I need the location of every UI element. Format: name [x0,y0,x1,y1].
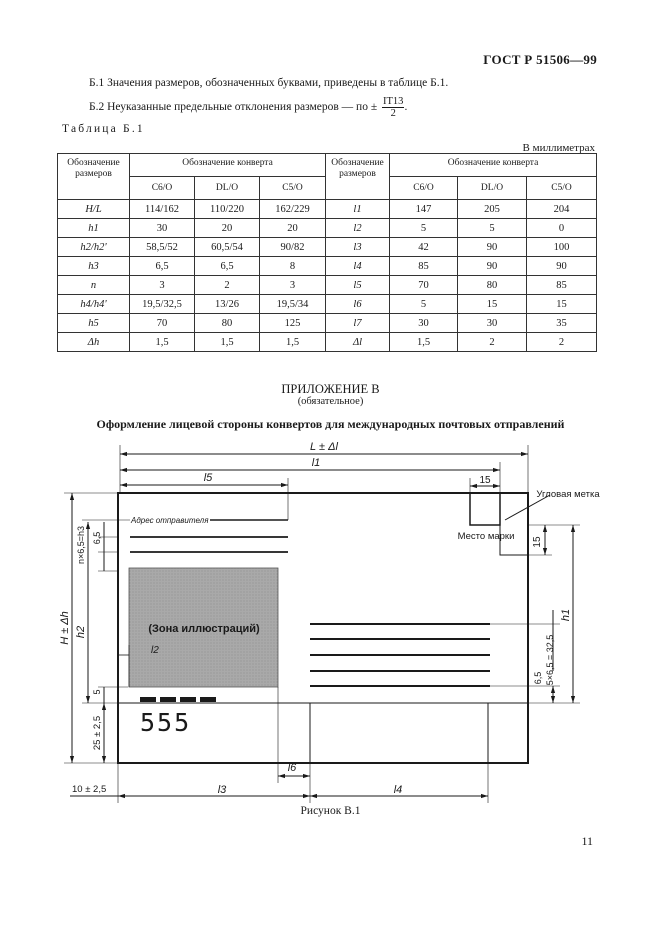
cell-value: 30 [390,314,458,333]
dim-l1-label: l1 [311,457,321,469]
dim-65-right-label: 6,5 [533,671,543,685]
dim-l6-label: l6 [287,762,297,774]
cell-value: 1,5 [195,333,260,352]
stamp-extension-box [500,493,528,555]
cell-value: 35 [527,314,597,333]
fraction-denominator: 2 [390,108,396,119]
table-title: Таблица Б.1 [62,123,145,135]
cell-value: 70 [390,276,458,295]
stamp-place-box [470,493,500,525]
cell-value: 2 [458,333,527,352]
row-symbol: h5 [58,314,130,333]
cell-value: 20 [195,219,260,238]
row-symbol: Δl [326,333,390,352]
cell-value: 90/82 [260,238,326,257]
row-symbol: h2/h2' [58,238,130,257]
cell-value: 0 [527,219,597,238]
cell-value: 70 [130,314,195,333]
cell-value: 30 [458,314,527,333]
cell-value: 15 [527,295,597,314]
cell-value: 147 [390,200,458,219]
row-symbol: Δh [58,333,130,352]
dim-5x65-label: 5×6,5 = 32,5 [545,634,555,686]
corner-mark-label: Угловая метка [536,489,600,500]
cell-value: 80 [458,276,527,295]
row-symbol: H/L [58,200,130,219]
cell-value: 85 [390,257,458,276]
row-symbol: l4 [326,257,390,276]
col-header-designation-right: Обозначение размеров [326,154,390,200]
cell-value: 90 [458,238,527,257]
cell-value: 3 [260,276,326,295]
row-symbol: l7 [326,314,390,333]
col-header-envelope-left: Обозначение конверта [130,154,326,177]
sender-address-label: Адрес отправителя [131,516,209,525]
dim-5-left-label: 5 [92,689,102,695]
cell-value: 205 [458,200,527,219]
cell-value: 60,5/54 [195,238,260,257]
dim-25-label: 25 ± 2,5 [92,715,103,751]
dim-l3-label: l3 [217,784,227,796]
cell-value: 1,5 [390,333,458,352]
row-symbol: h3 [58,257,130,276]
row-symbol: l2 [326,219,390,238]
row-symbol: l1 [326,200,390,219]
table-units: В миллиметрах [522,142,595,154]
dim-l2-label: l2 [151,645,159,656]
cell-value: 13/26 [195,295,260,314]
dim-10-label: 10 ± 2,5 [72,784,107,795]
dim-l4-label: l4 [393,784,403,796]
row-symbol: l6 [326,295,390,314]
dim-L-label: L ± Δl [310,441,338,453]
cell-value: 20 [260,219,326,238]
document-standard-header: ГОСТ Р 51506—99 [483,52,597,67]
format-c5-right: C5/O [527,177,597,200]
cell-value: 1,5 [130,333,195,352]
cell-value: 85 [527,276,597,295]
cell-value: 6,5 [130,257,195,276]
cell-value: 125 [260,314,326,333]
paragraph-b2-text: Б.2 Неуказанные предельные отклонения размеров — по ± [89,101,378,114]
col-header-envelope-right: Обозначение конверта [390,154,597,177]
dim-15-side-label: 15 [532,536,543,548]
cell-value: 114/162 [130,200,195,219]
cell-value: 2 [527,333,597,352]
cell-value: 58,5/52 [130,238,195,257]
row-symbol: l3 [326,238,390,257]
illustration-zone-label: (Зона иллюстраций) [148,623,260,635]
cell-value: 5 [390,295,458,314]
cell-value: 110/220 [195,200,260,219]
cell-value: 1,5 [260,333,326,352]
fraction-numerator: IT13 [383,96,404,107]
figure-caption: Рисунок В.1 [300,805,361,817]
dim-15-top-label: 15 [479,475,491,486]
row-symbol: n [58,276,130,295]
dim-65-left-label: 6,5 [92,531,102,545]
paragraph-b2-suffix: . [404,101,408,114]
format-c5-left: C5/O [260,177,326,200]
dim-h1-label: h1 [560,608,572,622]
cell-value: 100 [527,238,597,257]
appendix-subtitle: (обязательное) [297,396,364,407]
cell-value: 15 [458,295,527,314]
cell-value: 90 [527,257,597,276]
cell-value: 5 [458,219,527,238]
paragraph-b1: Б.1 Значения размеров, обозначенных буквами, приведены в таблице Б.1. [89,77,449,89]
stamp-place-label: Место марки [457,531,515,542]
row-symbol: l5 [326,276,390,295]
cell-value: 19,5/32,5 [130,295,195,314]
postcode-grid [140,697,216,702]
barcode-zone [310,703,488,763]
cell-value: 204 [527,200,597,219]
cell-value: 42 [390,238,458,257]
format-dl-left: DL/O [195,177,260,200]
format-c6-left: C6/O [130,177,195,200]
row-symbol: h1 [58,219,130,238]
cell-value: 3 [130,276,195,295]
dim-H-label: H ± Δh [59,611,71,645]
cell-value: 8 [260,257,326,276]
cell-value: 19,5/34 [260,295,326,314]
cell-value: 6,5 [195,257,260,276]
format-dl-right: DL/O [458,177,527,200]
dim-h2-label: h2 [75,625,87,639]
format-c6-right: C6/O [390,177,458,200]
appendix-title: ПРИЛОЖЕНИЕ В [281,382,380,396]
cell-value: 30 [130,219,195,238]
cell-value: 5 [390,219,458,238]
cell-value: 162/229 [260,200,326,219]
cell-value: 80 [195,314,260,333]
cell-value: 2 [195,276,260,295]
col-header-designation-left: Обозначение размеров [58,154,130,200]
postcode-digits: 555 [140,708,192,737]
cell-value: 90 [458,257,527,276]
dim-nx65-label: n×6,5=h3 [76,525,86,565]
row-symbol: h4/h4' [58,295,130,314]
figure-title: Оформление лицевой стороны конвертов для международных почтовых отправлений [96,417,565,431]
page-number: 11 [581,834,593,848]
dim-l5-label: l5 [203,472,213,484]
